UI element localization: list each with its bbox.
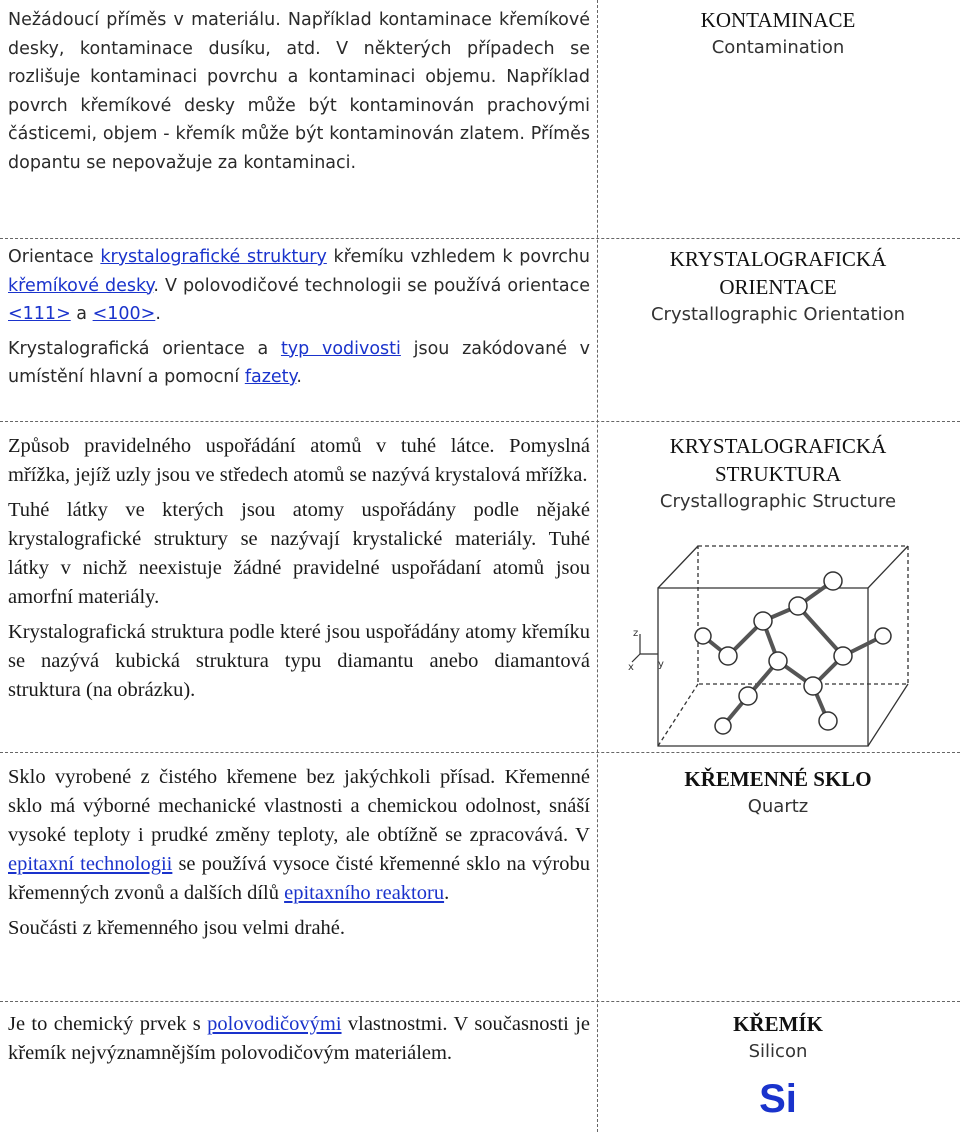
definition-paragraph bbox=[8, 243, 590, 329]
term-title: KŘEMÍK bbox=[733, 1012, 823, 1036]
entry-quartz bbox=[0, 753, 960, 1001]
term-english: Crystallographic Orientation bbox=[650, 304, 906, 325]
axis-label-z: z bbox=[633, 628, 639, 639]
definition-paragraph: Způsob pravidelného uspořádání atomů v tuhé látce. Pomyslná mřížka, jejíž uzly jsou ve středech atomů se nazývá krystalová mřížka. bbox=[8, 435, 590, 486]
term-title: KONTAMINACE bbox=[700, 8, 856, 32]
diamond-structure-figure bbox=[628, 536, 928, 754]
term-english: Silicon bbox=[748, 1041, 808, 1062]
entry-term bbox=[600, 1010, 956, 1122]
entry-definition bbox=[8, 243, 590, 392]
term-title-line2: STRUKTURA bbox=[714, 462, 841, 486]
entry-silicon bbox=[0, 1002, 960, 1132]
term-english: Crystallographic Structure bbox=[659, 491, 897, 512]
text-run: . V polovodičové technologii se používá orientace bbox=[153, 275, 590, 296]
link-orientation-111[interactable]: <111> bbox=[8, 304, 71, 324]
text-run: . bbox=[155, 304, 161, 324]
axis-label-y: y bbox=[658, 659, 664, 670]
entry-definition bbox=[8, 6, 590, 177]
term-title-line1: KRYSTALOGRAFICKÁ bbox=[669, 247, 887, 271]
entry-term bbox=[600, 6, 956, 62]
link-crystallographic-structure[interactable]: krystalografické struktury bbox=[100, 247, 327, 267]
link-silicon-wafer[interactable]: křemíkové desky bbox=[8, 275, 154, 296]
definition-paragraph bbox=[8, 1010, 590, 1068]
text-run: Orientace bbox=[8, 247, 101, 267]
definition-text: Nežádoucí příměs v materiálu. Například kontaminace křemíkové desky, kontaminace dusíku, atd. V některých případech se rozlišuje kontaminaci povrchu a kontaminaci objemu. Například povrch křemíkové desky může být kontaminován prachovými částicemi, objem - křemík může být kontaminován zlatem. Příměs dopantu se nepovažuje za kontaminaci. bbox=[8, 10, 590, 173]
text-run: Sklo vyrobené z čistého křemene bez jakýchkoli přísad. Křemenné sklo má výborné mechanické vlastnosti a chemickou odolnost, snáší vysoké teploty i prudké změny teploty, ale obtížně se zpracovává. V bbox=[8, 766, 590, 846]
entry-term bbox=[600, 432, 956, 754]
link-epitaxial-reactor[interactable]: epitaxního reaktoru bbox=[284, 882, 445, 904]
entry-definition bbox=[8, 432, 590, 705]
entry-crystallographic-structure bbox=[0, 422, 960, 752]
text-run: a bbox=[70, 304, 93, 324]
entry-definition bbox=[8, 763, 590, 943]
entry-definition bbox=[8, 1010, 590, 1068]
term-english: Contamination bbox=[711, 37, 845, 58]
text-run: vlastnostmi. V současnosti je křemík nejvýznamnějším polovodičovým materiálem. bbox=[8, 1013, 590, 1064]
text-run: se používá vysoce čisté křemenné sklo na výrobu křemenných zvonů a dalších dílů bbox=[8, 853, 590, 904]
entry-term bbox=[600, 765, 956, 821]
link-flat[interactable]: fazety bbox=[244, 367, 297, 387]
term-title-line1: KRYSTALOGRAFICKÁ bbox=[669, 434, 887, 458]
entry-contamination bbox=[0, 0, 960, 238]
link-orientation-100[interactable]: <100> bbox=[92, 304, 156, 324]
text-run: . bbox=[444, 882, 450, 904]
definition-paragraph: Tuhé látky ve kterých jsou atomy uspořádány podle nějaké krystalografické struktury se nazývají krystalické materiály. Tuhé látky v nichž neexistuje žádné pravidelné uspořádaní atomů jsou amorfní materiály. bbox=[8, 499, 590, 608]
text-run: Krystalografická orientace a bbox=[8, 338, 281, 359]
term-title: KŘEMENNÉ SKLO bbox=[684, 767, 872, 791]
text-run: křemíku vzhledem k povrchu bbox=[326, 247, 591, 267]
entry-term bbox=[600, 245, 956, 329]
definition-paragraph bbox=[8, 763, 590, 908]
entry-crystallographic-orientation bbox=[0, 239, 960, 411]
definition-paragraph: Krystalografická struktura podle které jsou uspořádány atomy křemíku se nazývá kubická struktura typu diamantu anebo diamantová struktura (na obrázku). bbox=[8, 621, 590, 701]
axis-label-x: x bbox=[628, 662, 634, 673]
text-run: jsou zakódované v umístění hlavní a pomocní bbox=[8, 338, 591, 387]
link-epitaxial-technology[interactable]: epitaxní technologii bbox=[8, 853, 173, 875]
element-symbol: Si bbox=[759, 1077, 797, 1121]
link-semiconductor[interactable]: polovodičovými bbox=[207, 1013, 342, 1035]
text-run: Je to chemický prvek s bbox=[8, 1013, 208, 1035]
text-run: . bbox=[296, 367, 302, 387]
definition-paragraph bbox=[8, 335, 590, 392]
link-conductivity-type[interactable]: typ vodivosti bbox=[280, 338, 401, 359]
term-english: Quartz bbox=[747, 796, 809, 817]
term-title-line2: ORIENTACE bbox=[719, 275, 837, 299]
definition-paragraph: Součásti z křemenného jsou velmi drahé. bbox=[8, 917, 346, 939]
